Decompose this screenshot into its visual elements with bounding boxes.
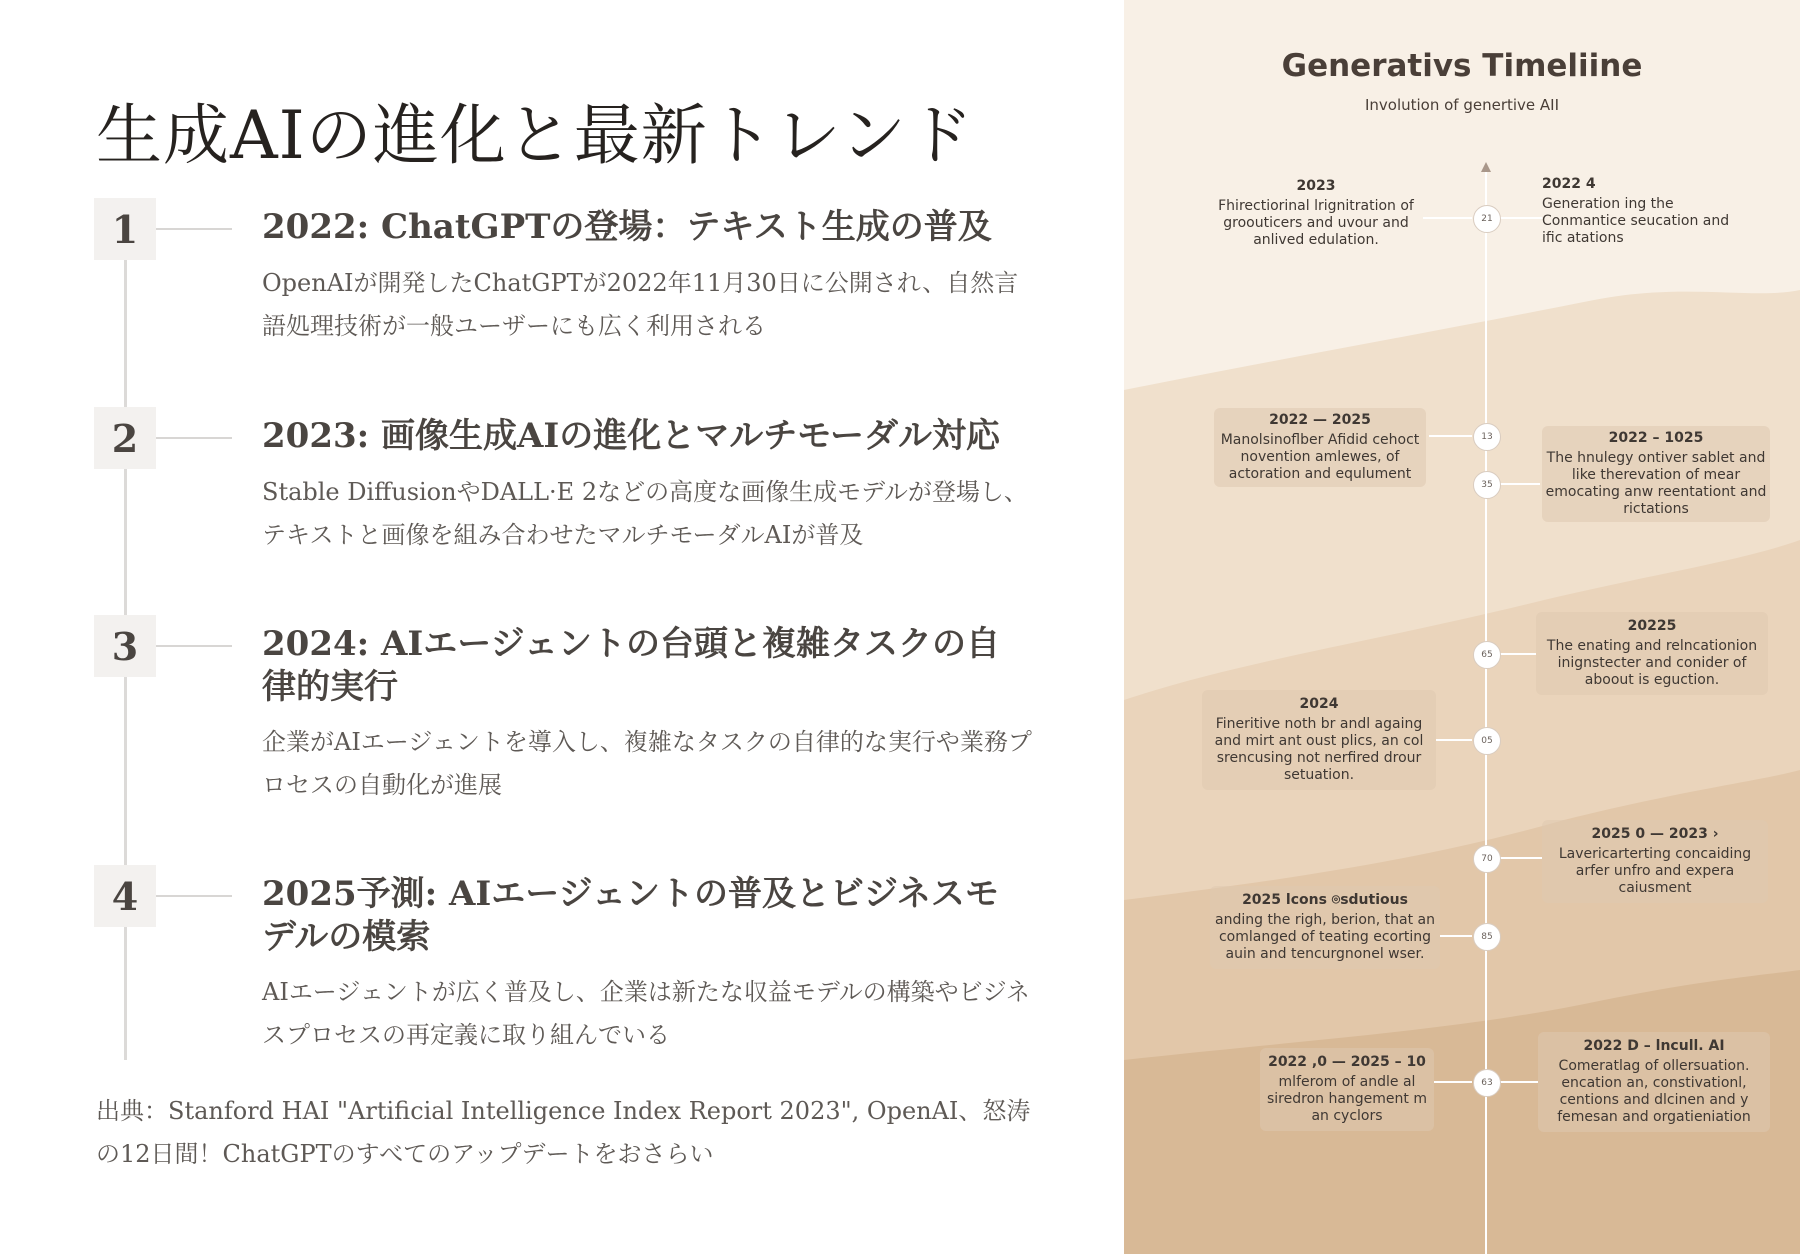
timeline-node: 63 (1473, 1069, 1501, 1097)
timeline-card (1542, 820, 1768, 903)
timeline-illustration (1124, 0, 1800, 1254)
card-year: 2023 (1296, 178, 1336, 194)
timeline-node: 85 (1473, 923, 1501, 951)
step-description: 企業がAIエージェントを導入し、複雑なタスクの自律的な実行や業務プロセスの自動化が進展 (262, 728, 1032, 799)
step-number: 3 (94, 615, 156, 677)
card-text: anding the righ, berion, that an comlanged of teating ecorting auin and tencurgnonel wser. (1215, 912, 1435, 962)
step-heading: 2025予測: AIエージェントの普及とビジネスモデルの模索 (262, 874, 999, 957)
card-text: Fhirectiorinal lrignitration of groouticers and uvour and anlived edulation. (1218, 198, 1414, 248)
illustration-title: Generativs Timeliine (1281, 48, 1643, 84)
step-description: AIエージェントが広く普及し、企業は新たな収益モデルの構築やビジネスプロセスの再定義に取り組んでいる (262, 978, 1030, 1049)
timeline-node: 13 (1473, 423, 1501, 451)
card-year: 2022 ,0 — 2025 – 10 (1268, 1054, 1426, 1070)
step-number: 1 (94, 198, 156, 260)
step-number: 2 (94, 407, 156, 469)
step-number: 4 (94, 865, 156, 927)
timeline-card (1260, 1048, 1434, 1131)
card-text: Comeratlag of ollersuation. encation an, constivationl, centions and dlcinen and y femesan and orgatieniation (1557, 1058, 1751, 1125)
timeline-card (1210, 886, 1440, 969)
timeline-node: 05 (1473, 727, 1501, 755)
card-year: 2022 – 1025 (1608, 430, 1704, 446)
card-text: Generation ing the Conmantice seucation and ific atations (1542, 196, 1730, 246)
source-citation: 出典：Stanford HAI "Artificial Intelligence Index Report 2023", OpenAI、怒涛の12日間！ChatGPTのすべてのアップデートをおさらい (96, 1097, 1031, 1168)
page-title: 生成AIの進化と最新トレンド (96, 97, 975, 174)
card-year: 2022 — 2025 (1269, 412, 1371, 428)
timeline-card (1542, 426, 1770, 522)
timeline-node: 35 (1473, 471, 1501, 499)
timeline-card (1202, 690, 1436, 790)
timeline-card (1542, 176, 1732, 247)
card-text: Lavericarterting concaiding arfer unfro and expera caiusment (1558, 846, 1752, 896)
card-year: 2025 lcons ⌾sdutious (1242, 892, 1408, 908)
card-year: 2024 (1299, 696, 1339, 712)
card-year: 2022 D – lncull. AI (1583, 1038, 1725, 1054)
card-text: The enating and relncationion inignstecter and conider of aboout is eguction. (1546, 638, 1758, 688)
timeline-card (1214, 408, 1426, 487)
step-description: OpenAIが開発したChatGPTが2022年11月30日に公開され、自然言語処理技術が一般ユーザーにも広く利用される (262, 269, 1019, 340)
card-year: 2022 4 (1542, 176, 1596, 192)
step-connector (156, 895, 232, 897)
step-connector (156, 437, 232, 439)
timeline-node: 70 (1473, 845, 1501, 873)
card-text: Manolsinoflber Afidid cehoct novention amlewes, of actoration and equlument (1220, 432, 1420, 482)
card-text: Fineritive noth br andl againg and mirt ant oust plics, an col srencusing not nerfired drour setuation. (1214, 716, 1424, 783)
timeline-card (1206, 178, 1426, 249)
card-text: The hnulegy ontiver sablet and like therevation of mear emocating anw reentationt and rictations (1545, 450, 1767, 517)
timeline-node: 65 (1473, 641, 1501, 669)
timeline-node: 21 (1473, 205, 1501, 233)
card-year: 20225 (1627, 618, 1677, 634)
timeline-card (1538, 1032, 1770, 1132)
step-heading: 2024: AIエージェントの台頭と複雑タスクの自律的実行 (262, 624, 1000, 707)
card-text: mlferom of andle al siredron hangement m an cyclors (1267, 1074, 1427, 1124)
timeline-card (1536, 612, 1768, 695)
step-connector (156, 228, 232, 230)
step-description: Stable DiffusionやDALL·E 2などの高度な画像生成モデルが登場し、テキストと画像を組み合わせたマルチモーダルAIが普及 (262, 478, 1028, 549)
card-year: 2025 0 — 2023 › (1591, 826, 1719, 842)
step-connector (156, 645, 232, 647)
step-heading: 2022: ChatGPTの登場：テキスト生成の普及 (262, 207, 992, 247)
illustration-subtitle: Involution of genertive AII (1364, 96, 1560, 114)
step-heading: 2023: 画像生成AIの進化とマルチモーダル対応 (262, 416, 1000, 456)
